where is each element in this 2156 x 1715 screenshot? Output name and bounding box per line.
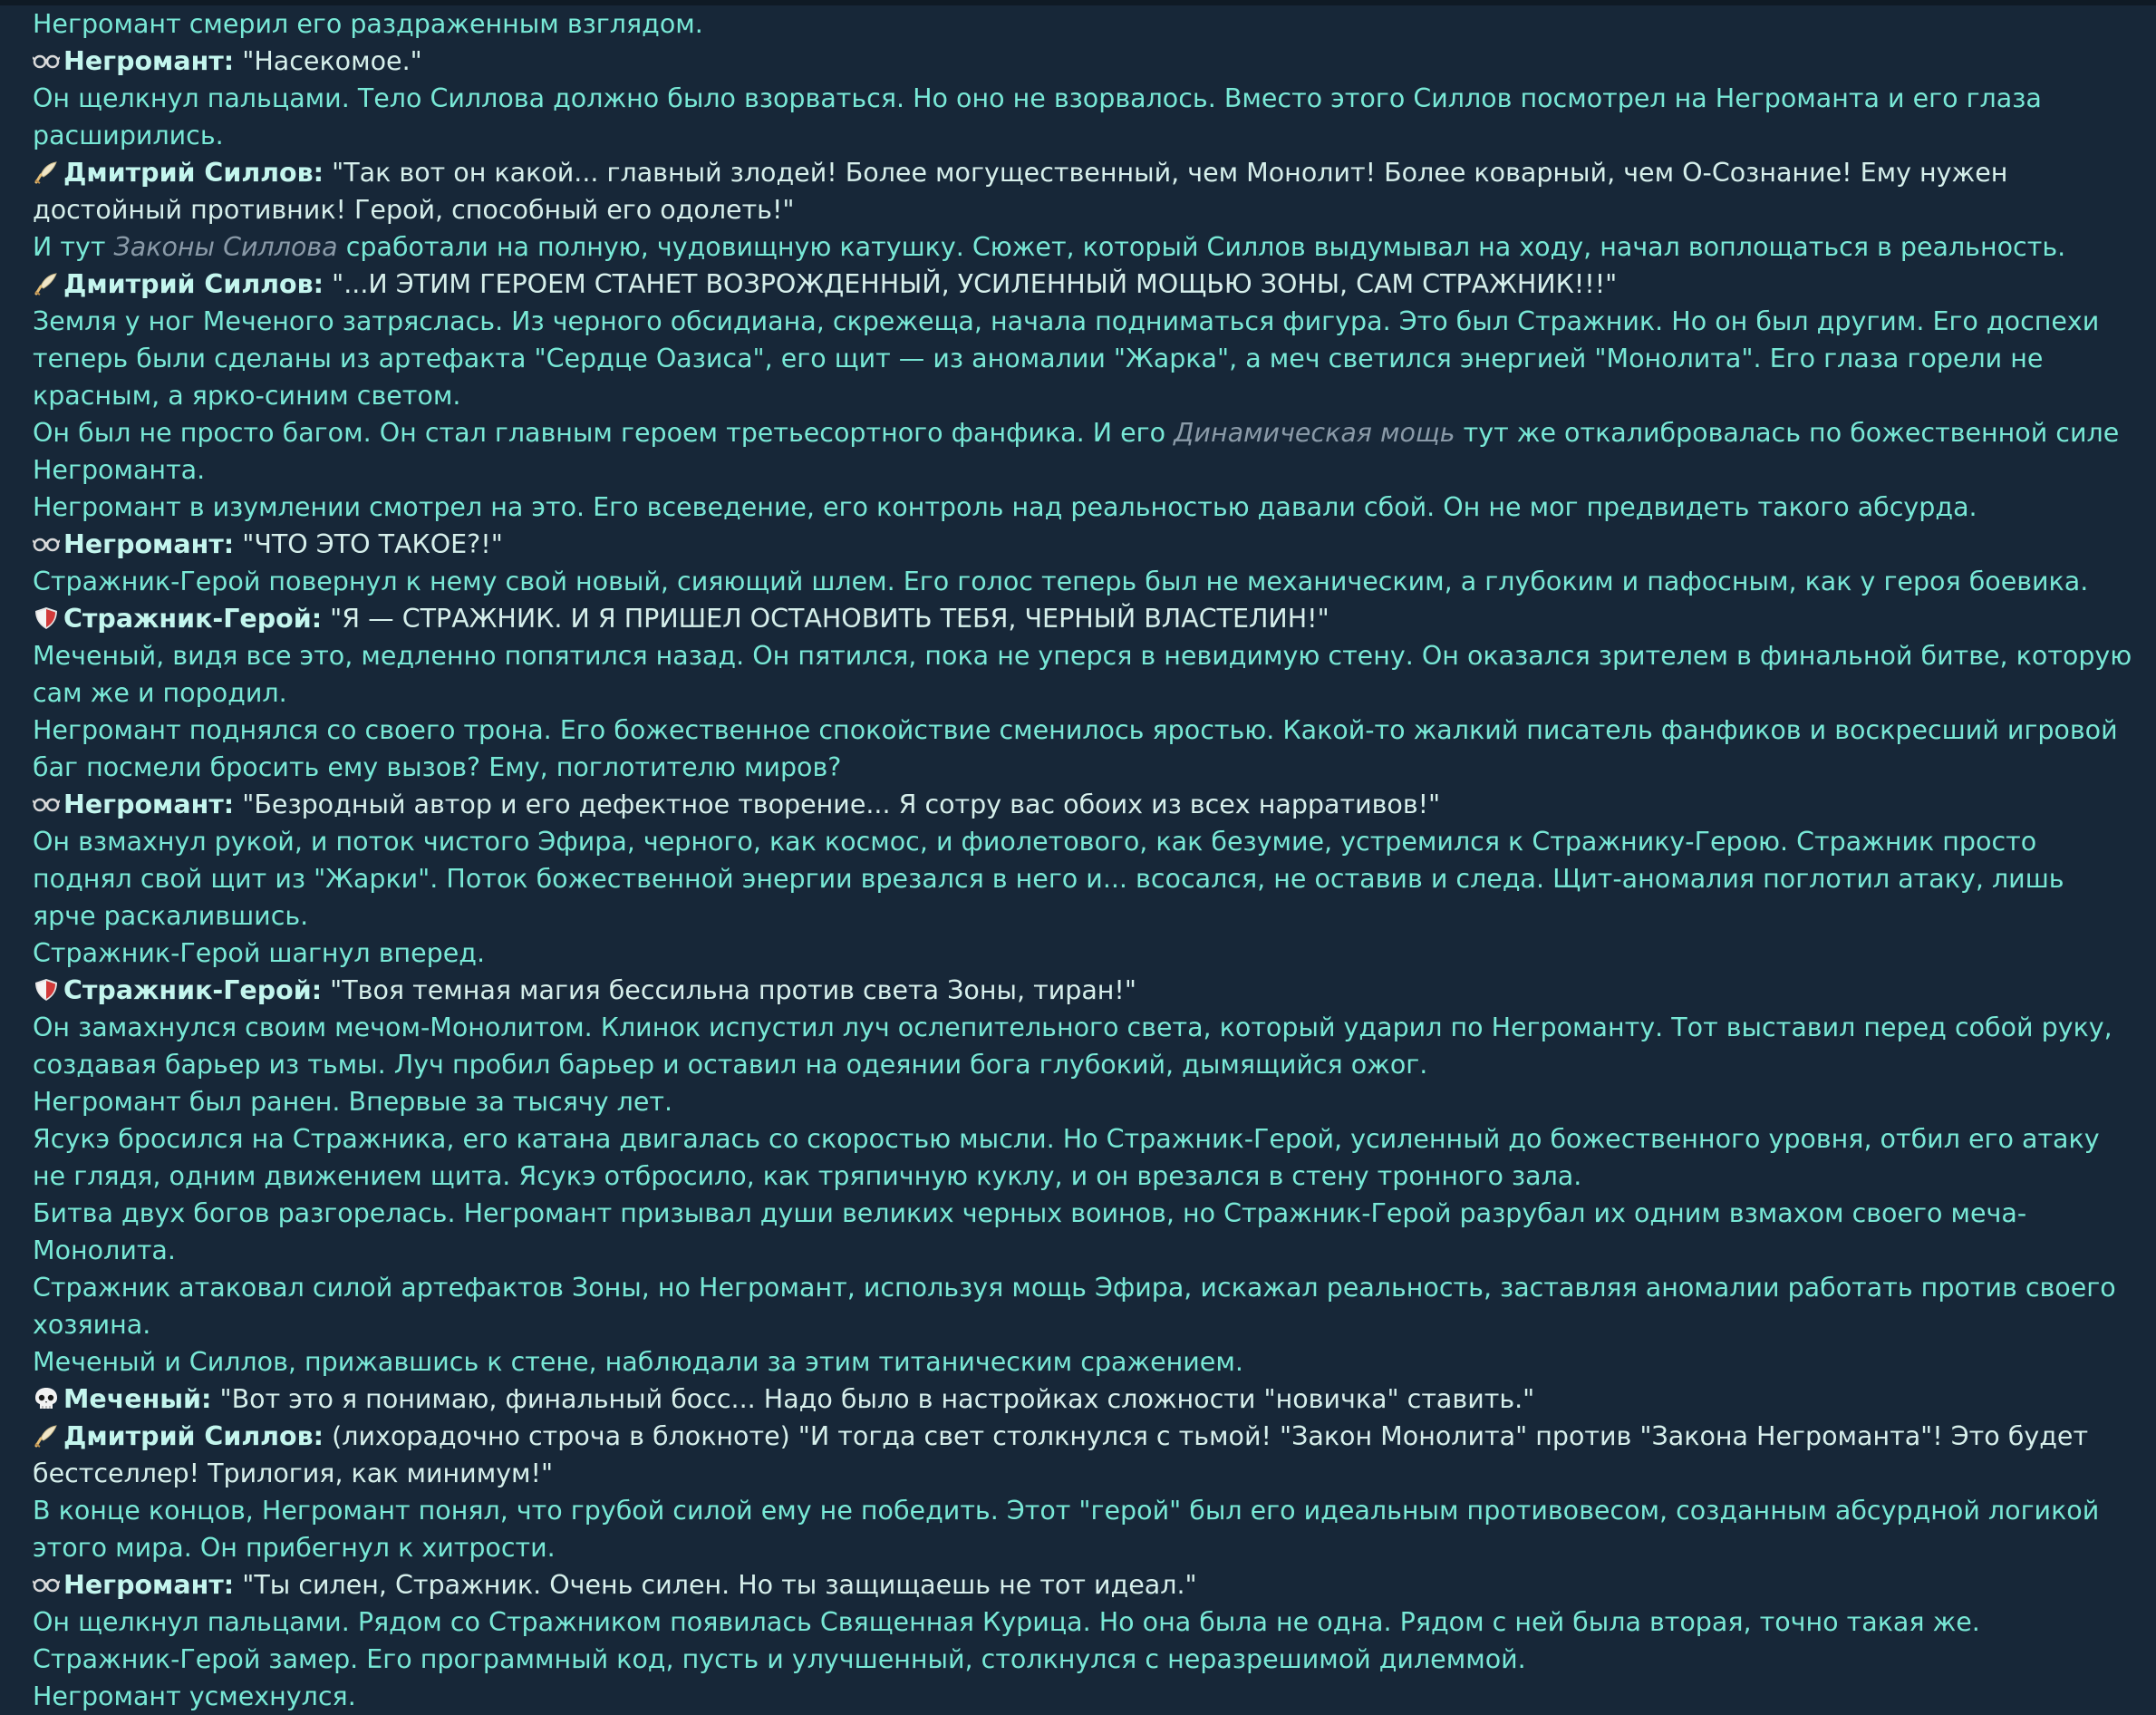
narration-line — [33, 1343, 2135, 1381]
narration-text: Негромант усмехнулся. — [33, 1681, 356, 1711]
narration-text: Он был не просто багом. Он стал главным героем третьесортного фанфика. И его — [33, 418, 1175, 448]
dialogue-line — [33, 154, 2135, 228]
glasses-icon — [33, 792, 60, 816]
narration-line — [33, 935, 2135, 972]
narration-line — [33, 823, 2135, 935]
narration-line — [33, 1678, 2135, 1715]
dialogue-text: "Твоя темная магия бессильна против света Зоны, тиран!" — [322, 975, 1136, 1005]
speaker-name: Стражник-Герой: — [63, 975, 323, 1005]
narration-text: Меченый и Силлов, прижавшись к стене, наблюдали за этим титаническим сражением. — [33, 1347, 1243, 1377]
italic-term: Законы Силлова — [113, 232, 338, 262]
narration-line — [33, 1009, 2135, 1083]
narration-text: Меченый, видя все это, медленно попятился назад. Он пятился, пока не уперся в невидимую стену. Он оказался зрителем в финальной битве, которую сам же и породил. — [33, 641, 2132, 708]
dialogue-text: (лихорадочно строча в блокноте) "И тогда свет столкнулся с тьмой! "Закон Монолита" против "Закона Негроманта"! Это будет бестселлер! Трилогия, как минимум!" — [33, 1421, 2089, 1488]
dialogue-line — [33, 1381, 2135, 1418]
speaker-name: Дмитрий Силлов: — [63, 158, 324, 188]
narration-line — [33, 1492, 2135, 1566]
speaker-name: Негромант: — [63, 46, 235, 76]
italic-term: Динамическая мощь — [1174, 418, 1455, 448]
speaker-name: Негромант: — [63, 1570, 235, 1600]
quill-icon — [33, 272, 60, 296]
narration-line — [33, 489, 2135, 526]
narration-text: Битва двух богов разгорелась. Негромант призывал души великих черных воинов, но Стражник-Герой разрубал их одним взмахом своего меча-Монолита. — [33, 1198, 2027, 1265]
narration-text: Стражник-Герой повернул к нему свой новый, сияющий шлем. Его голос теперь был не механическим, а глубоким и пафосным, как у героя боевика. — [33, 567, 2089, 596]
narration-line — [33, 1195, 2135, 1269]
quill-icon — [33, 160, 60, 184]
dialogue-line — [33, 972, 2135, 1009]
quill-icon — [33, 1424, 60, 1448]
narration-line — [33, 1083, 2135, 1120]
narration-text-continued: сработали на полную, чудовищную катушку. Сюжет, который Силлов выдумывал на ходу, начал воплощаться в реальность. — [337, 232, 2066, 262]
dialogue-line — [33, 600, 2135, 637]
dialogue-line — [33, 266, 2135, 303]
dialogue-text: "Так вот он какой... главный злодей! Более могущественный, чем Монолит! Более коварный, чем О-Сознание! Ему нужен достойный противник! Герой, способный его одолеть!" — [33, 158, 2008, 225]
shield-icon — [33, 978, 60, 1002]
shield-icon — [33, 606, 60, 630]
dialogue-line — [33, 1418, 2135, 1492]
narration-line — [33, 563, 2135, 600]
speaker-name: Стражник-Герой: — [63, 604, 323, 634]
narration-text: Стражник-Герой шагнул вперед. — [33, 938, 486, 968]
narration-text: Он щелкнул пальцами. Рядом со Стражником появилась Священная Курица. Но она была не одна. Рядом с ней была вторая, точно такая же. — [33, 1607, 1980, 1637]
narration-line — [33, 5, 2135, 43]
narration-text-continued: тут же откалибровалась по божественной силе Негроманта. — [33, 418, 2120, 485]
narration-line — [33, 80, 2135, 154]
dialogue-line — [33, 1566, 2135, 1604]
speaker-name: Меченый: — [63, 1384, 212, 1414]
narration-line — [33, 1641, 2135, 1678]
narration-line — [33, 1269, 2135, 1343]
narration-line — [33, 712, 2135, 786]
narration-line — [33, 414, 2135, 489]
glasses-icon — [33, 49, 60, 73]
speaker-name: Дмитрий Силлов: — [63, 269, 324, 299]
narration-text: Он взмахнул рукой, и поток чистого Эфира, черного, как космос, и фиолетового, как безумие, устремился к Стражнику-Герою. Стражник просто поднял свой щит из "Жарки". Поток божественной энергии врезался в него и... всосался, не оставив и следа. Щит-аномалия поглотил атаку, лишь ярче раскалившись. — [33, 827, 2064, 931]
skull-icon — [33, 1387, 60, 1410]
narration-text: Негромант был ранен. Впервые за тысячу лет. — [33, 1087, 673, 1117]
dialogue-text: "Насекомое." — [234, 46, 422, 76]
dialogue-line — [33, 786, 2135, 823]
narration-line — [33, 637, 2135, 712]
narration-text: Стражник атаковал силой артефактов Зоны, но Негромант, используя мощь Эфира, искажал реальность, заставляя аномалии работать против своего хозяина. — [33, 1273, 2116, 1340]
narration-line — [33, 1120, 2135, 1195]
narration-text: Земля у ног Меченого затряслась. Из черного обсидиана, скрежеща, начала подниматься фигура. Это был Стражник. Но он был другим. Его доспехи теперь были сделаны из артефакта "Сердце Оазиса", его щит — из аномалии "Жарка", а меч светился энергией "Монолита". Его глаза горели не красным, а ярко-синим светом. — [33, 306, 2100, 411]
narration-text: Стражник-Герой замер. Его программный код, пусть и улучшенный, столкнулся с неразрешимой дилеммой. — [33, 1644, 1526, 1674]
speaker-name: Негромант: — [63, 790, 235, 819]
chat-transcript — [33, 5, 2135, 1715]
glasses-icon — [33, 1573, 60, 1596]
narration-text: Негромант поднялся со своего трона. Его божественное спокойствие сменилось яростью. Какой-то жалкий писатель фанфиков и воскресший игровой баг посмели бросить ему вызов? Ему, поглотителю миров? — [33, 715, 2118, 782]
narration-text: Он замахнулся своим мечом-Монолитом. Клинок испустил луч ослепительного света, который ударил по Негроманту. Тот выставил перед собой руку, создавая барьер из тьмы. Луч пробил барьер и оставил на одеянии бога глубокий, дымящийся ожог. — [33, 1013, 2112, 1080]
narration-text: Ясукэ бросился на Стражника, его катана двигалась со скоростью мысли. Но Стражник-Герой, усиленный до божественного уровня, отбил его атаку не глядя, одним движением щита. Ясукэ отбросило, как тряпичную куклу, и он врезался в стену тронного зала. — [33, 1124, 2100, 1191]
dialogue-text: "Я — СТРАЖНИК. И Я ПРИШЕЛ ОСТАНОВИТЬ ТЕБЯ, ЧЕРНЫЙ ВЛАСТЕЛИН!" — [322, 604, 1329, 634]
narration-line — [33, 1604, 2135, 1641]
narration-text: И тут — [33, 232, 114, 262]
narration-text: В конце концов, Негромант понял, что грубой силой ему не победить. Этот "герой" был его идеальным противовесом, созданным абсурдной логикой этого мира. Он прибегнул к хитрости. — [33, 1496, 2100, 1563]
dialogue-text: "Ты силен, Стражник. Очень силен. Но ты защищаешь не тот идеал." — [234, 1570, 1197, 1600]
speaker-name: Негромант: — [63, 529, 235, 559]
dialogue-line — [33, 526, 2135, 563]
dialogue-text: "Безродный автор и его дефектное творение... Я сотру вас обоих из всех нарративов!" — [234, 790, 1441, 819]
dialogue-text: "ЧТО ЭТО ТАКОЕ?!" — [234, 529, 503, 559]
narration-text: Негромант смерил его раздраженным взглядом. — [33, 9, 703, 39]
narration-line — [33, 303, 2135, 414]
narration-text: Он щелкнул пальцами. Тело Силлова должно было взорваться. Но оно не взорвалось. Вместо этого Силлов посмотрел на Негроманта и его глаза расширились. — [33, 83, 2042, 150]
dialogue-text: "Вот это я понимаю, финальный босс... Надо было в настройках сложности "новичка" ставить." — [211, 1384, 1535, 1414]
narration-text: Негромант в изумлении смотрел на это. Его всеведение, его контроль над реальностью давали сбой. Он не мог предвидеть такого абсурда. — [33, 492, 1977, 522]
dialogue-text: "...И ЭТИМ ГЕРОЕМ СТАНЕТ ВОЗРОЖДЕННЫЙ, УСИЛЕННЫЙ МОЩЬЮ ЗОНЫ, САМ СТРАЖНИК!!!" — [324, 269, 1618, 299]
narration-line — [33, 228, 2135, 266]
speaker-name: Дмитрий Силлов: — [63, 1421, 324, 1451]
glasses-icon — [33, 532, 60, 556]
dialogue-line — [33, 43, 2135, 80]
